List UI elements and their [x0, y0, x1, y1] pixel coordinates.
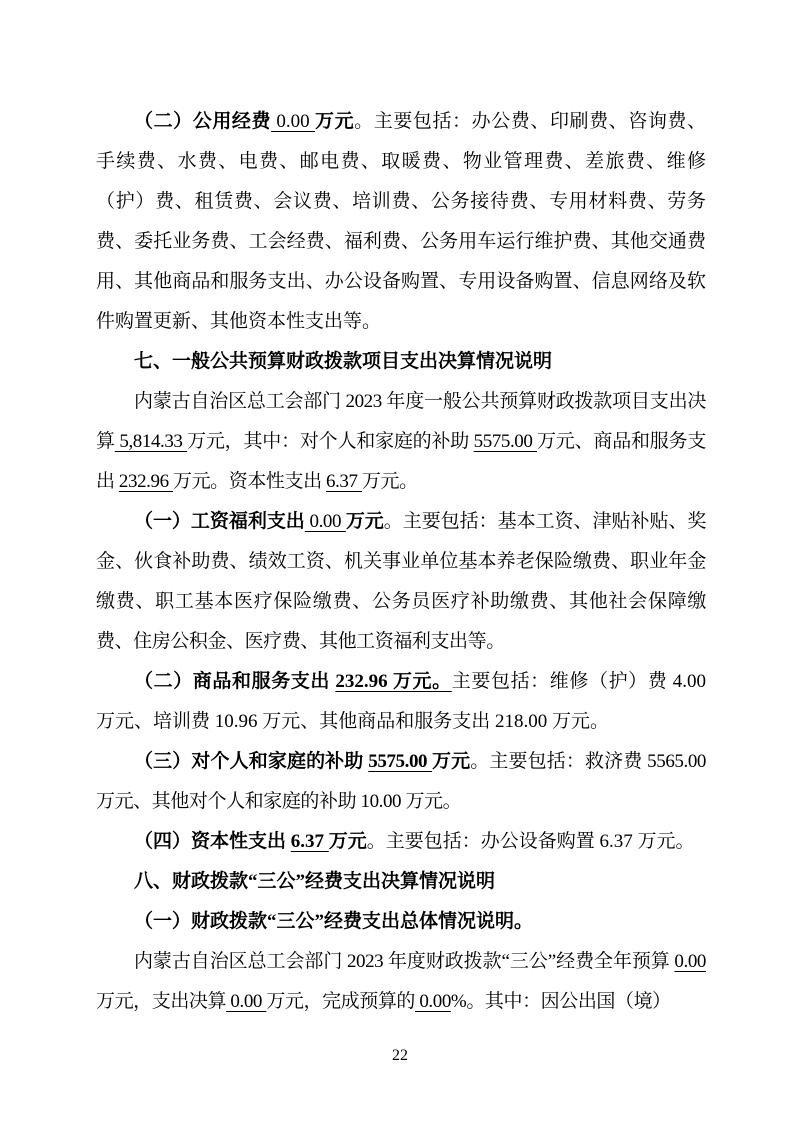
text-run: 0.00: [271, 111, 315, 132]
text-run: 0.00: [674, 951, 706, 972]
document-body: [96, 102, 706, 1022]
text-run: 0.00: [226, 991, 267, 1012]
text-run: 万元，完成预算的: [266, 991, 415, 1012]
text-run: 。主要包括：办公设备购置 6.37 万元。: [366, 831, 695, 852]
heading-section-eight: [96, 862, 706, 902]
text-run: 。主要包括：救济费 5565.00 万元、其他对个人和家庭的补助 10.00 万元。: [96, 751, 707, 812]
text-run: 万元，支出决算: [96, 991, 227, 1012]
text-run: （三）对个人和家庭的补助: [134, 751, 369, 772]
text-run: （二）商品和服务支出: [134, 671, 336, 692]
text-run: 万元，其中：对个人和家庭的补助: [187, 431, 474, 452]
text-run: （二）公用经费: [134, 111, 272, 132]
text-run: 万元: [432, 751, 471, 772]
text-run: 内蒙古自治区总工会部门 2023 年度一般公共预算财政拨款项目支出决算: [96, 391, 706, 452]
text-run: （四）资本性支出: [134, 831, 291, 852]
para-salary-welfare: [96, 502, 706, 662]
text-run: 。主要包括：基本工资、津贴补贴、奖金、伙食补助费、绩效工资、机关事业单位基本养老保险缴费、职业年金缴费、职工基本医疗保险缴费、公务员医疗补助缴费、其他社会保障缴费、住房公积金、医疗费、其他工资福利支出等。: [96, 511, 706, 652]
para-public-expense: [96, 102, 706, 342]
text-run: 232.96 万元。: [335, 671, 452, 692]
text-run: 万元: [328, 831, 367, 852]
text-run: （一）财政拨款“三公”经费支出总体情况说明。: [134, 911, 534, 932]
text-run: 七、一般公共预算财政拨款项目支出决算情况说明: [134, 351, 553, 372]
text-run: 6.37: [290, 831, 329, 852]
text-run: 6.37: [326, 471, 362, 492]
text-run: 万元: [314, 111, 355, 132]
para-goods-services: [96, 662, 706, 742]
text-run: 0.00: [304, 511, 346, 532]
text-run: 内蒙古自治区总工会部门 2023 年度财政拨款“三公”经费全年预算: [134, 951, 675, 972]
text-run: 0.00: [415, 991, 451, 1012]
text-run: 5,814.33: [114, 431, 188, 452]
text-run: 八、财政拨款“三公”经费支出决算情况说明: [134, 871, 496, 892]
para-individual-family-subsidy: [96, 742, 706, 822]
text-run: （一）工资福利支出: [134, 511, 305, 532]
page-number: 22: [392, 1047, 408, 1064]
text-run: 万元: [345, 511, 384, 532]
text-run: 5575.00: [473, 431, 537, 452]
text-run: %。其中：因公出国（境）: [450, 991, 671, 1012]
text-run: 主要包括：维修（护）费 4.00 万元、培训费 10.96 万元、其他商品和服务支出 218.00 万元。: [96, 671, 706, 732]
text-run: 万元。: [361, 471, 418, 492]
heading-section-seven: [96, 342, 706, 382]
text-run: 232.96: [118, 471, 173, 492]
para-sangong-overview-title: [96, 902, 706, 942]
para-project-expense-summary: [96, 382, 706, 502]
text-run: 万元。资本性支出: [173, 471, 326, 492]
text-run: 。主要包括：办公费、印刷费、咨询费、手续费、水费、电费、邮电费、取暖费、物业管理费、差旅费、维修（护）费、租赁费、会议费、培训费、公务接待费、专用材料费、劳务费、委托业务费、工会经费、福利费、公务用车运行维护费、其他交通费用、其他商品和服务支出、办公设备购置、专用设备购置、信息网络及软件购置更新、其他资本性支出等。: [96, 111, 706, 332]
para-capital-expense: [96, 822, 706, 862]
text-run: 5575.00: [368, 751, 432, 772]
para-sangong-summary: [96, 942, 706, 1022]
text-run: 万元、商品和服务支出: [96, 431, 706, 492]
